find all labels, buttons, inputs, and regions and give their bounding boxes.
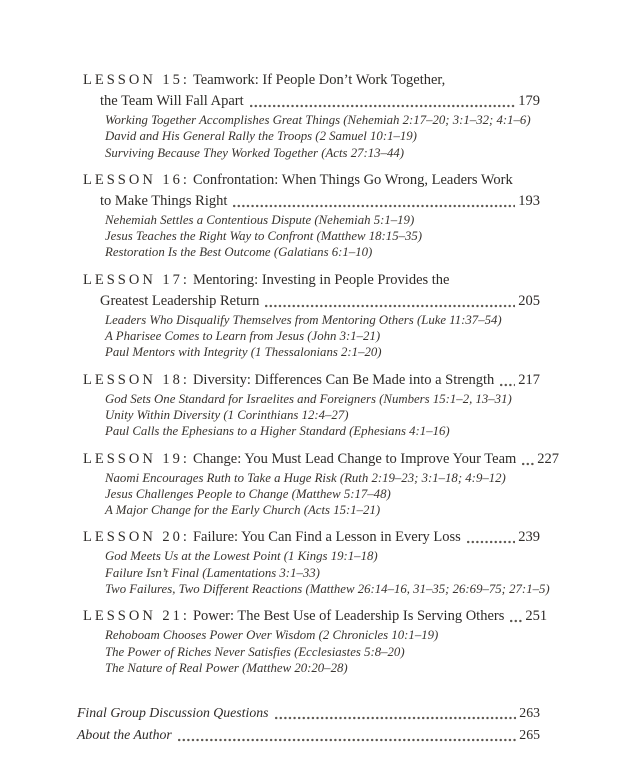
topic-line: The Power of Riches Never Satisfies (Ecclesiastes 5:8–20) (105, 644, 405, 659)
toc-entry-lesson-21 (83, 606, 548, 676)
lesson-number-label: LESSON 18: (83, 371, 190, 388)
lesson-heading-line1 (83, 527, 540, 548)
lesson-number-label: LESSON 21: (83, 608, 190, 625)
lesson-heading-line1 (83, 370, 540, 391)
dot-leader (467, 540, 515, 544)
toc-entry-lesson-15 (83, 70, 540, 161)
lesson-number-label: LESSON 20: (83, 529, 190, 546)
topic-line: God Sets One Standard for Israelites and Foreigners (Numbers 15:1–2, 13–31) (105, 391, 512, 406)
topic-line: Failure Isn’t Final (Lamentations 3:1–33) (105, 565, 320, 580)
topic-line: God Meets Us at the Lowest Point (1 Kings 19:1–18) (105, 549, 378, 564)
topic-line: Naomi Encourages Ruth to Take a Huge Risk (Ruth 2:19–23; 3:1–18; 4:9–12) (105, 470, 506, 485)
topic-line: Rehoboam Chooses Power Over Wisdom (2 Chronicles 10:1–19) (105, 628, 439, 643)
topic-line: Working Together Accomplishes Great Things (Nehemiah 2:17–20; 3:1–32; 4:1–6) (105, 113, 531, 127)
page-number: 239 (518, 529, 540, 546)
back-matter-entry (77, 702, 540, 724)
topic-line: David and His General Rally the Troops (2 Samuel 10:1–19) (105, 129, 417, 144)
dot-leader (522, 462, 534, 466)
dot-leader (250, 104, 516, 108)
topic-line: Unity Within Diversity (1 Corinthians 12:4–27) (105, 407, 349, 422)
lesson-title: Power: The Best Use of Leadership Is Serving Others (192, 608, 505, 625)
toc-entry-lesson-19 (83, 449, 560, 519)
topic-line: A Pharisee Comes to Learn from Jesus (John 3:1–21) (105, 329, 381, 344)
lesson-number-label: LESSON 15: (83, 72, 190, 88)
lesson-heading-line1 (83, 70, 540, 91)
back-matter-section (77, 702, 540, 746)
toc-entry-lesson-20 (83, 527, 550, 597)
page-number: 251 (525, 608, 548, 625)
topic-line: Surviving Because They Worked Together (Acts 27:13–44) (105, 145, 405, 160)
lesson-heading-line2 (83, 191, 540, 212)
lesson-title-continuation: the Team Will Fall Apart (100, 93, 244, 109)
topic-line: Jesus Challenges People to Change (Matthew 5:17–48) (105, 486, 391, 501)
topic-line: Restoration Is the Best Outcome (Galatians 6:1–10) (105, 245, 373, 260)
lesson-heading-line2 (83, 291, 540, 312)
lesson-title: Change: You Must Lead Change to Improve Your Team (192, 450, 517, 467)
lesson-title: Diversity: Differences Can Be Made into a Strength (192, 371, 495, 388)
lesson-title: Mentoring: Investing in People Provides the (192, 271, 450, 288)
lesson-title: Teamwork: If People Don’t Work Together, (192, 72, 446, 88)
back-matter-entry (77, 724, 540, 746)
lesson-heading-line2 (83, 91, 540, 112)
dot-leader (510, 619, 522, 623)
topic-line: The Nature of Real Power (Matthew 20:20–28) (105, 660, 348, 675)
topic-line: Nehemiah Settles a Contentious Dispute (Nehemiah 5:1–19) (105, 212, 415, 227)
toc-entry-lesson-18 (83, 370, 540, 440)
page-number: 193 (518, 192, 540, 209)
lesson-title-continuation: Greatest Leadership Return (100, 292, 260, 309)
topic-line: Two Failures, Two Different Reactions (Matthew 26:14–16, 31–35; 26:69–75; 27:1–5) (105, 582, 550, 597)
topic-line: Leaders Who Disqualify Themselves from Mentoring Others (Luke 11:37–54) (105, 312, 502, 327)
dot-leader (275, 716, 517, 720)
topic-line: A Major Change for the Early Church (Acts 15:1–21) (105, 503, 381, 518)
topic-line: Jesus Teaches the Right Way to Confront (Matthew 18:15–35) (105, 229, 423, 244)
toc-entry-lesson-16 (83, 170, 540, 261)
page-number: 217 (518, 371, 540, 388)
lesson-number-label: LESSON 16: (83, 171, 190, 188)
topic-line: Paul Calls the Ephesians to a Higher Standard (Ephesians 4:1–16) (105, 424, 450, 439)
page-number: 263 (519, 705, 540, 721)
lesson-heading-line1 (83, 270, 540, 291)
lesson-heading-line1 (83, 606, 548, 627)
dot-leader (233, 204, 515, 208)
lesson-heading-line1 (83, 449, 560, 470)
page-number: 265 (519, 727, 540, 743)
lesson-title: Confrontation: When Things Go Wrong, Leaders Work (192, 171, 513, 188)
lesson-title-continuation: to Make Things Right (100, 192, 228, 209)
lesson-heading-line1 (83, 170, 540, 191)
topic-line: Paul Mentors with Integrity (1 Thessalonians 2:1–20) (105, 345, 382, 360)
lesson-number-label: LESSON 17: (83, 271, 190, 288)
page-number: 179 (518, 93, 540, 109)
dot-leader (500, 383, 515, 387)
toc-entry-lesson-17 (83, 270, 540, 361)
back-matter-title: Final Group Discussion Questions (77, 705, 269, 721)
page-number: 227 (537, 450, 560, 467)
dot-leader (265, 304, 515, 308)
lesson-title: Failure: You Can Find a Lesson in Every Loss (192, 529, 461, 546)
back-matter-title: About the Author (77, 727, 172, 743)
page-number: 205 (518, 292, 540, 309)
lesson-number-label: LESSON 19: (83, 450, 190, 467)
dot-leader (178, 738, 517, 742)
